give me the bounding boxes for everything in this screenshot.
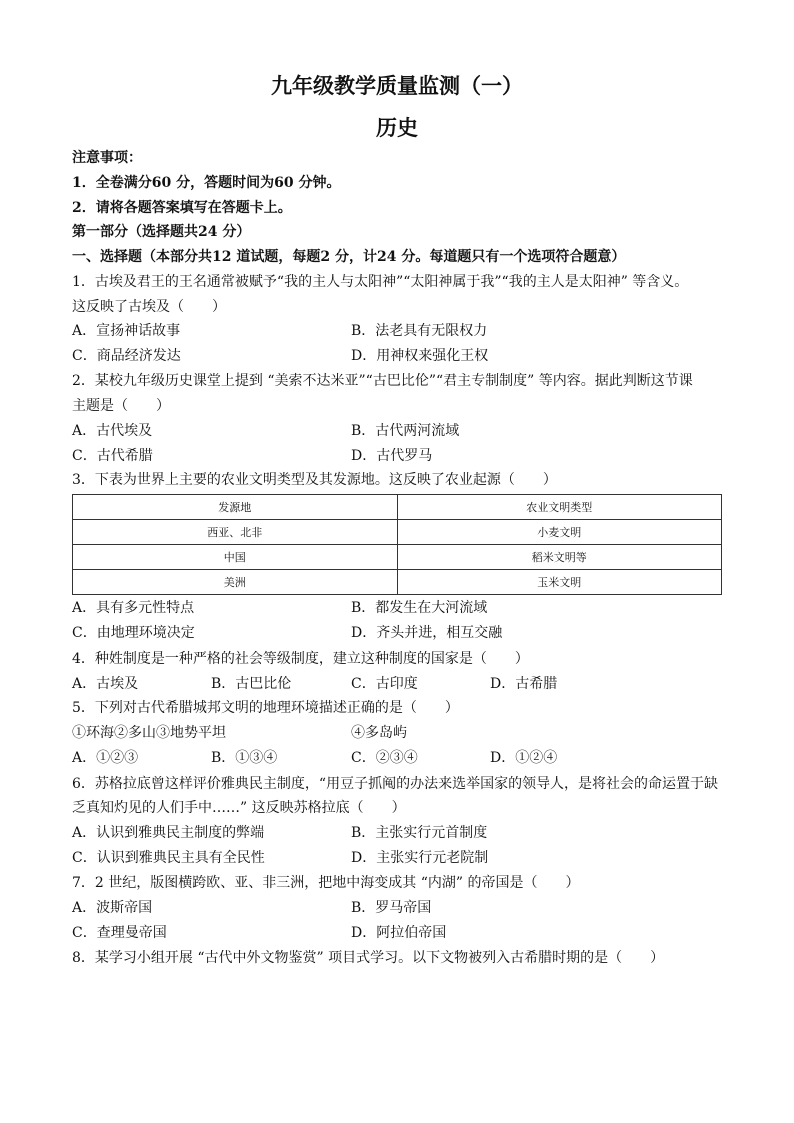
question-stem: 4．种姓制度是一种严格的社会等级制度，建立这种制度的国家是（ ） xyxy=(72,651,529,667)
question-stem: 7．2 世纪，版图横跨欧、亚、非三洲，把地中海变成其 “内湖” 的帝国是（ ） xyxy=(72,875,580,891)
option-a: A．古埃及 xyxy=(72,676,139,692)
option-a: A．古代埃及 xyxy=(72,423,153,439)
exam-title: 九年级教学质量监测（一） xyxy=(271,73,523,98)
option-b: B．罗马帝国 xyxy=(351,900,432,916)
notice-item: 2．请将各题答案填写在答题卡上。 xyxy=(72,200,292,216)
option-c: C．商品经济发达 xyxy=(72,348,181,364)
option-d: D．阿拉伯帝国 xyxy=(351,925,447,941)
table-header-row xyxy=(73,495,722,520)
part-heading: 第一部分（选择题共24 分） xyxy=(72,224,251,240)
question-stem: 这反映了古埃及（ ） xyxy=(72,299,226,315)
option-a: A．具有多元性特点 xyxy=(72,600,195,616)
option-d: D．用神权来强化王权 xyxy=(351,348,489,364)
question-stem: 3．下表为世界上主要的农业文明类型及其发源地。这反映了农业起源（ ） xyxy=(72,472,557,488)
table-header-cell: 发源地 xyxy=(73,495,398,520)
option-c: C．查理曼帝国 xyxy=(72,925,167,941)
table-row xyxy=(73,520,722,545)
option-a: A．认识到雅典民主制度的弊端 xyxy=(72,825,265,841)
option-b: B．主张实行元首制度 xyxy=(351,825,488,841)
subject-title: 历史 xyxy=(376,115,418,140)
table-row xyxy=(73,570,722,595)
table-header-cell: 农业文明类型 xyxy=(397,495,722,520)
option-c: C．认识到雅典民主具有全民性 xyxy=(72,850,265,866)
question-stem: 8．某学习小组开展 “古代中外文物鉴赏” 项目式学习。以下文物被列入古希腊时期的是（ ） xyxy=(72,950,665,966)
statement-item: ④多岛屿 xyxy=(351,725,407,741)
question-stem: 6．苏格拉底曾这样评价雅典民主制度，“用豆子抓阄的办法来选举国家的领导人，是将社会的命运置于缺 xyxy=(72,776,719,792)
option-c: C．古代希腊 xyxy=(72,448,153,464)
option-c: C．②③④ xyxy=(351,750,418,766)
statement-item: ①环海②多山③地势平坦 xyxy=(72,725,226,741)
option-d: D．古希腊 xyxy=(490,676,558,692)
table-row xyxy=(73,545,722,570)
option-c: C．由地理环境决定 xyxy=(72,625,195,641)
question-stem: 主题是（ ） xyxy=(72,398,170,414)
question-stem: 1．古埃及君王的王名通常被赋予“我的主人与太阳神”“太阳神属于我”“我的主人是太阳神” 等含义。 xyxy=(72,274,689,290)
notice-heading: 注意事项： xyxy=(72,150,142,166)
question-stem: 5．下列对古代希腊城邦文明的地理环境描述正确的是（ ） xyxy=(72,700,459,716)
option-a: A．宣扬神话故事 xyxy=(72,323,181,339)
table-cell: 玉米文明 xyxy=(397,570,722,595)
notice-item: 1．全卷满分60 分，答题时间为60 分钟。 xyxy=(72,175,341,191)
option-d: D．主张实行元老院制 xyxy=(351,850,489,866)
question-stem: 乏真知灼见的人们手中……” 这反映苏格拉底（ ） xyxy=(72,800,406,816)
option-b: B．①③④ xyxy=(211,750,278,766)
section-heading: 一、选择题（本部分共12 道试题，每题2 分，计24 分。每道题只有一个选项符合题意） xyxy=(72,249,626,265)
question-stem: 2．某校九年级历史课堂上提到 “美索不达米亚”“古巴比伦”“君主专制制度” 等内容。据此判断这节课 xyxy=(72,373,693,389)
option-b: B．古巴比伦 xyxy=(211,676,292,692)
option-d: D．古代罗马 xyxy=(351,448,433,464)
option-a: A．①②③ xyxy=(72,750,139,766)
table-cell: 小麦文明 xyxy=(397,520,722,545)
option-a: A．波斯帝国 xyxy=(72,900,153,916)
origin-table xyxy=(72,494,722,595)
option-b: B．古代两河流域 xyxy=(351,423,460,439)
option-c: C．古印度 xyxy=(351,676,418,692)
option-d: D．①②④ xyxy=(490,750,558,766)
table-cell: 美洲 xyxy=(73,570,398,595)
table-cell: 中国 xyxy=(73,545,398,570)
option-d: D．齐头并进，相互交融 xyxy=(351,625,503,641)
table-cell: 西亚、北非 xyxy=(73,520,398,545)
table-cell: 稻米文明等 xyxy=(397,545,722,570)
option-b: B．都发生在大河流域 xyxy=(351,600,488,616)
option-b: B．法老具有无限权力 xyxy=(351,323,488,339)
